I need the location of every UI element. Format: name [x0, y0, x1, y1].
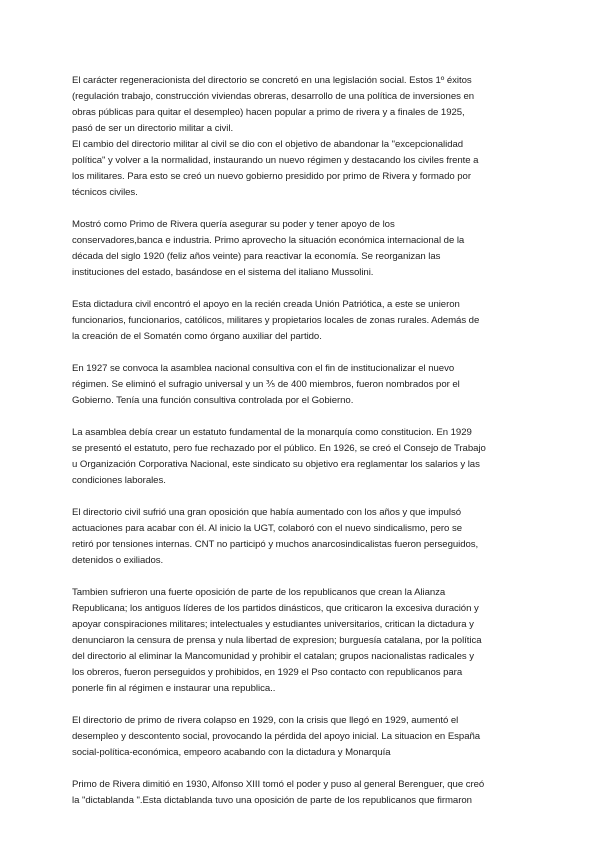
paragraph-colapso	[72, 713, 534, 761]
paragraph-asegurar-poder	[72, 217, 534, 281]
text-line: Gobierno. Tenía una función consultiva controlada por el Gobierno.	[72, 395, 354, 406]
text-line: (regulación trabajo, construcción viviendas obreras, desarrollo de una política de inversiones en	[72, 91, 475, 102]
text-line: El directorio civil sufrió una gran oposición que había aumentado con los años y que impulsó	[72, 507, 461, 518]
text-line: los obreros, fueron perseguidos y prohibidos, en 1929 el Pso contacto con republicanos para	[72, 667, 463, 678]
text-line: Republicana; los antiguos líderes de los partidos dinásticos, que criticaron la excesiva duración y	[72, 603, 479, 614]
text-line: u Organización Corporativa Nacional, este sindicato su objetivo era reglamentar los salarios y las	[72, 459, 480, 470]
text-line: política" y volver a la normalidad, instaurando un nuevo régimen y destacando los civiles frente a	[72, 155, 479, 166]
text-line: apoyar conspiraciones militares; intelectuales y estudiantes universitarios, critican la dictadura y	[72, 619, 474, 630]
text-line: los militares. Para esto se creó un nuevo gobierno presidido por primo de Rivera y formado por	[72, 171, 471, 182]
text-line: Esta dictadura civil encontró el apoyo en la recién creada Unión Patriótica, a este se unieron	[72, 299, 460, 310]
text-line: se presentó el estatuto, pero fue rechazado por el público. En 1926, se creó el Consejo de Trabajo	[72, 443, 486, 454]
text-line: la creación de el Somatén como órgano auxiliar del partido.	[72, 331, 322, 342]
text-line: del directorio al eliminar la Mancomunidad y prohibir el catalan; grupos nacionalistas radicales y	[72, 651, 474, 662]
text-line: pasó de ser un directorio militar a civil.	[72, 123, 234, 134]
text-line: conservadores,banca e industria. Primo aprovecho la situación económica internacional de la	[72, 235, 465, 246]
text-line: retiró por tensiones internas. CNT no participó y muchos anarcosindicalistas fueron perseguidos,	[72, 539, 479, 550]
paragraph-regeneracionismo	[72, 73, 534, 137]
text-line: Tambien sufrieron una fuerte oposición de parte de los republicanos que crean la Alianza	[72, 587, 446, 598]
document-body	[72, 73, 534, 825]
paragraph-union-patriotica	[72, 297, 534, 345]
text-line: desempleo y descontento social, provocando la pérdida del apoyo inicial. La situacion en España	[72, 731, 481, 742]
paragraph-estatuto	[72, 425, 534, 489]
text-line: técnicos civiles.	[72, 187, 138, 198]
text-line: La asamblea debía crear un estatuto fundamental de la monarquía como constitucion. En 1929	[72, 427, 472, 438]
text-line: El carácter regeneracionista del directorio se concretó en una legislación social. Estos 1º éxitos	[72, 75, 472, 86]
text-line: la "dictablanda ".Esta dictablanda tuvo una oposición de parte de los republicanos que firmaron	[72, 795, 472, 806]
text-line: obras públicas para quitar el desempleo) hacen popular a primo de rivera y a finales de 1925,	[72, 107, 465, 118]
text-line: detenidos o exiliados.	[72, 555, 164, 566]
paragraph-directorio-civil	[72, 137, 534, 201]
text-line: régimen. Se eliminó el sufragio universal y un ⅗ de 400 miembros, fueron nombrados por el	[72, 379, 460, 390]
text-line: actuaciones para acabar con él. Al inicio la UGT, colaboró con el nuevo sindicalismo, pero se	[72, 523, 462, 534]
text-line: social-política-económica, empeoro acabando con la dictadura y Monarquía	[72, 747, 391, 758]
text-line: década del siglo 1920 (feliz años veinte) para reactivar la economía. Se reorganizan las	[72, 251, 441, 262]
text-line: denunciaron la censura de prensa y nula libertad de expresion; burguesía catalana, por la política	[72, 635, 482, 646]
text-line: Mostró como Primo de Rivera quería asegurar su poder y tener apoyo de los	[72, 219, 395, 230]
text-line: Primo de Rivera dimitió en 1930, Alfonso XIII tomó el poder y puso al general Berenguer, que creó	[72, 779, 485, 790]
paragraph-dictablanda	[72, 777, 534, 809]
text-line: ponerle fin al régimen e instaurar una republica..	[72, 683, 276, 694]
text-line: condiciones laborales.	[72, 475, 166, 486]
text-line: funcionarios, funcionarios, católicos, militares y propietarios locales de zonas rurales. Además de	[72, 315, 480, 326]
paragraph-oposicion-republicana	[72, 585, 534, 697]
text-line: El directorio de primo de rivera colapso en 1929, con la crisis que llegó en 1929, aumentó el	[72, 715, 459, 726]
paragraph-asamblea-1927	[72, 361, 534, 409]
text-line: instituciones del estado, basándose en el sistema del italiano Mussolini.	[72, 267, 374, 278]
text-line: El cambio del directorio militar al civil se dio con el objetivo de abandonar la "excepcionalidad	[72, 139, 464, 150]
paragraph-oposicion-sindical	[72, 505, 534, 569]
text-line: En 1927 se convoca la asamblea nacional consultiva con el fin de institucionalizar el nuevo	[72, 363, 455, 374]
